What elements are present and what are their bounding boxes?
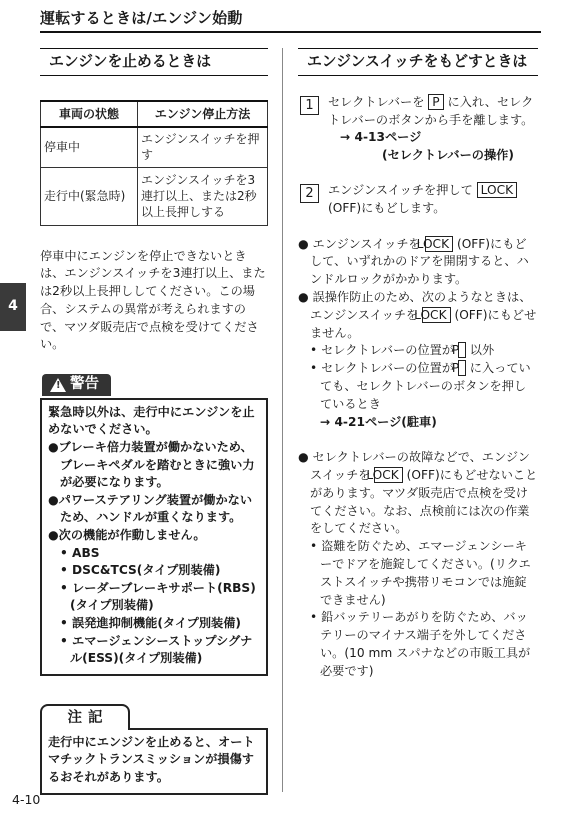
- lock-key: LOCK: [374, 467, 402, 483]
- table-cell: 停車中: [41, 127, 138, 167]
- page-reference: [328, 129, 538, 147]
- lock-key: LOCK: [425, 236, 453, 252]
- warning-sub-bullet: • DSC&TCS(タイプ別装備): [60, 563, 221, 578]
- warning-box: [40, 374, 268, 676]
- page-number: 4-10: [12, 792, 41, 807]
- table-row: [41, 167, 268, 225]
- shift-p-key: P: [428, 94, 443, 110]
- reference-arrow: →: [340, 130, 351, 145]
- step-text: に入れ、セレクトレバーのボタンから手を離します。: [328, 95, 534, 127]
- table-header-row: [41, 101, 268, 127]
- table-row: [41, 127, 268, 167]
- page-title: 運転するときは/エンジン始動: [40, 9, 243, 27]
- warning-badge-label: 警告: [70, 376, 99, 393]
- left-column: [40, 48, 268, 795]
- column-divider: [282, 48, 283, 792]
- bullet-text: (OFF)にもどせないことがあります。マツダ販売店で点検を受けてください。なお、点検前には次の作業をしてください。: [310, 467, 538, 536]
- table-cell: 走行中(緊急時): [41, 167, 138, 225]
- note-box: [40, 702, 268, 795]
- step-text: セレクトレバーを: [328, 95, 425, 109]
- table-header-cell: エンジン停止方法: [138, 101, 268, 127]
- note-badge: 注記: [40, 704, 130, 730]
- bullet-text: ● エンジンスイッチを: [298, 236, 421, 251]
- warning-content: [40, 398, 268, 676]
- title-rule: [40, 31, 541, 33]
- bullet-text: ● 誤操作防止のため、次のようなときは、エンジンスイッチを: [298, 289, 532, 322]
- warning-sub-bullet: • レーダーブレーキサポート(RBS)(タイプ別装備): [60, 580, 256, 613]
- sub-bullet: • 鉛バッテリーあがりを防ぐため、バッテリーのマイナス端子を外してください。(10 mm スパナなどの市販工具が必要です): [310, 610, 531, 678]
- warning-bullet: ●パワーステアリング装置が働かないため、ハンドルが重くなります。: [48, 492, 253, 525]
- note-content: 走行中にエンジンを止めると、オートマチックトランスミッションが損傷するおそれがあります。: [40, 728, 268, 795]
- warning-triangle-icon: !: [50, 378, 66, 392]
- table-cell: エンジンスイッチを3連打以上、または2秒以上長押しする: [138, 167, 268, 225]
- bullet-text: (OFF)にもどして、いずれかのドアを開閉すると、ハンドルロックがかかります。: [310, 236, 529, 287]
- lock-key: LOCK: [422, 307, 450, 323]
- chapter-tab: 4: [0, 283, 26, 331]
- page-reference: → 4-21ページ(駐車): [320, 414, 437, 429]
- step-1: [298, 94, 538, 164]
- step-number: 1: [300, 96, 319, 115]
- shift-p-key: P: [458, 360, 466, 376]
- bullet-selector-failure: [298, 449, 538, 538]
- section-heading-stop-engine: エンジンを止めるときは: [40, 48, 268, 76]
- warning-bullet: ●次の機能が作動しません。: [48, 528, 206, 543]
- warning-sub-bullet: • ABS: [60, 545, 100, 560]
- sub-bullet-text: 以外: [469, 343, 495, 358]
- table-cell: エンジンスイッチを押す: [138, 127, 268, 167]
- warning-bullet: ●ブレーキ倍力装置が働かないため、ブレーキペダルを踏むときに強い力が必要になります。: [48, 440, 255, 490]
- sub-bullet: • 盗難を防ぐため、エマージェンシーキーでドアを施錠してください。(リクエストスイッチや携帯リモコンでは施錠できません): [310, 539, 531, 607]
- step-text: (OFF)にもどします。: [328, 200, 446, 215]
- warning-sub-bullet: • 誤発進抑制機能(タイプ別装備): [60, 616, 242, 630]
- bullet-text: ● セレクトレバーの故障などで、エンジンスイッチを: [298, 450, 530, 482]
- sub-bullet-text: • セレクトレバーの位置が: [310, 361, 455, 376]
- shift-p-key: P: [458, 342, 466, 358]
- sub-bullet-text: • セレクトレバーの位置が: [310, 343, 455, 358]
- bullet-lock-handle: [298, 236, 538, 289]
- sub-bullet: [298, 342, 538, 360]
- bullet-text: (OFF)にもどせません。: [310, 307, 537, 340]
- warning-sub-bullet: • エマージェンシーストップシグナル(ESS)(タイプ別装備): [60, 633, 253, 666]
- stop-failure-paragraph: 停車中にエンジンを停止できないときは、エンジンスイッチを3連打以上、または2秒以上長押ししてください。この場合、システムの異常が考えられますので、マツダ販売店で点検を受けてください。: [40, 248, 266, 352]
- step-number: 2: [300, 184, 319, 203]
- sub-bullet-text: に入っていても、セレクトレバーのボタンを押しているとき: [320, 361, 531, 411]
- table-header-cell: 車両の状態: [41, 101, 138, 127]
- warning-badge: [42, 374, 111, 396]
- warning-lead: 緊急時以外は、走行中にエンジンを止めないでください。: [48, 404, 255, 437]
- bullet-misoperation: [298, 289, 538, 342]
- step-text: エンジンスイッチを押して: [328, 183, 473, 198]
- right-column: [298, 48, 538, 680]
- reference-page: 4-13ページ: [354, 130, 422, 145]
- lock-key: LOCK: [477, 182, 517, 198]
- sub-bullet: [298, 360, 538, 413]
- reference-title: (セレクトレバーの操作): [382, 147, 514, 162]
- step-2: [298, 182, 538, 217]
- section-heading-return-switch: エンジンスイッチをもどすときは: [298, 48, 538, 76]
- engine-stop-table: [40, 100, 268, 226]
